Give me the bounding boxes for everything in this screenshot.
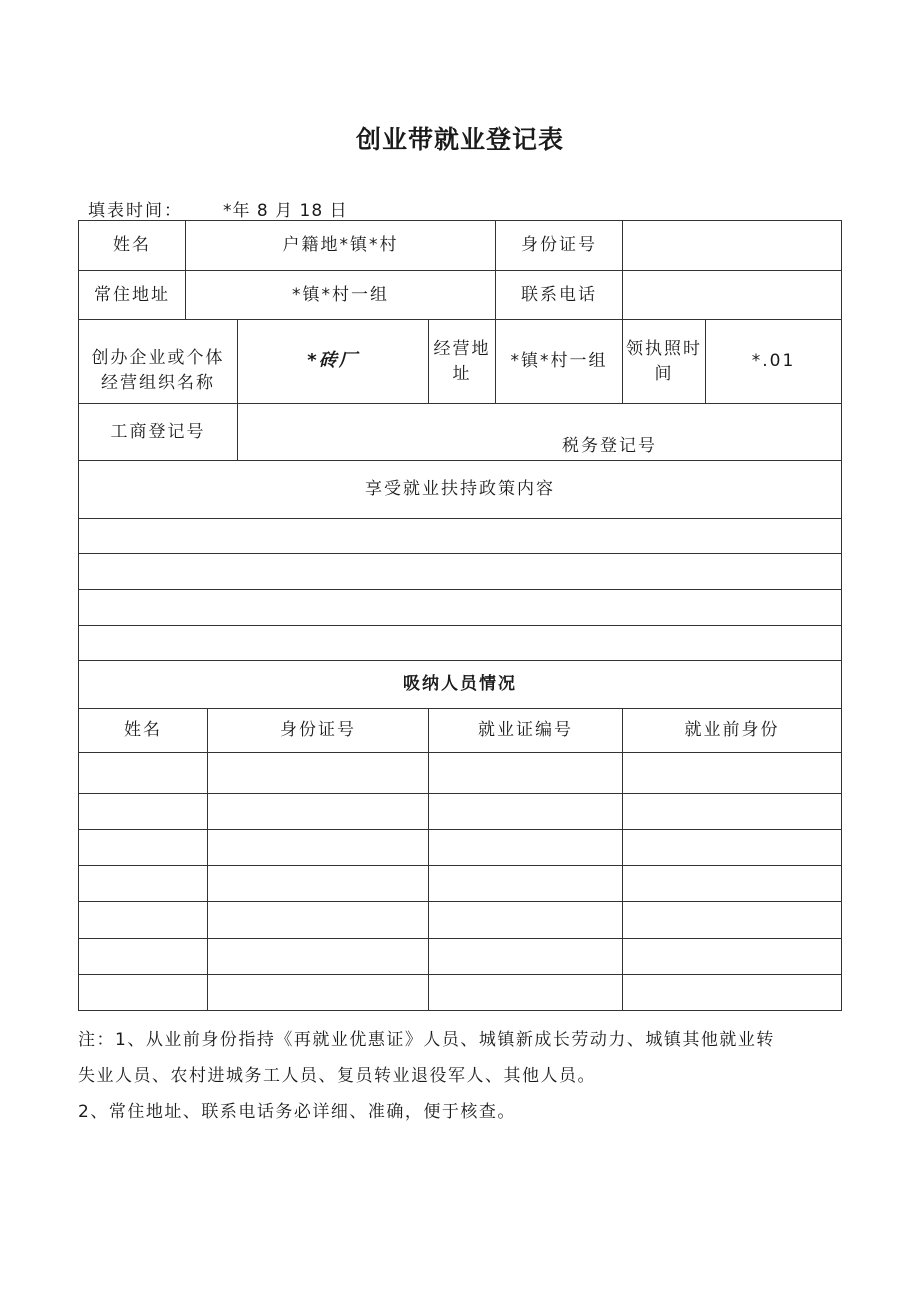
page-title: 创业带就业登记表 [355, 125, 564, 154]
fill-date-label: 填表时间： [88, 201, 183, 221]
address-value[interactable]: *镇*村一组 [186, 271, 496, 320]
table-row [79, 902, 842, 939]
table-row [79, 939, 842, 975]
business-address-value[interactable]: *镇*村一组 [496, 320, 623, 404]
name-cell[interactable] [79, 975, 208, 1011]
business-address-label: 经营地址 [429, 320, 496, 404]
employment-cert-cell[interactable] [429, 794, 623, 830]
license-time-label: 领执照时间 [623, 320, 706, 404]
phone-label: 联系电话 [496, 271, 623, 320]
prior-status-cell[interactable] [623, 975, 842, 1011]
table-row [79, 753, 842, 794]
name-cell[interactable] [79, 902, 208, 939]
prior-status-cell[interactable] [623, 753, 842, 794]
id-number-cell[interactable] [208, 975, 429, 1011]
policy-row[interactable] [79, 519, 842, 554]
table-row [79, 866, 842, 902]
absorbed-personnel-header: 吸纳人员情况 [79, 661, 842, 709]
prior-status-cell[interactable] [623, 866, 842, 902]
prior-status-cell[interactable] [623, 794, 842, 830]
name-cell[interactable] [79, 830, 208, 866]
id-number-cell[interactable] [208, 830, 429, 866]
id-number-value[interactable] [623, 221, 842, 271]
employment-cert-cell[interactable] [429, 902, 623, 939]
policy-row[interactable] [79, 554, 842, 590]
fill-date [88, 196, 348, 221]
note-line-1: 注：1、从业前身份指持《再就业优惠证》人员、城镇新成长劳动力、城镇其他就业转 [78, 1030, 775, 1050]
column-header-employment-cert: 就业证编号 [429, 709, 623, 753]
license-time-value[interactable]: *.01 [706, 320, 842, 404]
employment-cert-cell[interactable] [429, 975, 623, 1011]
policy-row[interactable] [79, 626, 842, 661]
enterprise-name-label: 创办企业或个体经营组织名称 [79, 320, 238, 404]
absorbed-personnel-table [78, 708, 842, 1011]
table-row [79, 975, 842, 1011]
employment-cert-cell[interactable] [429, 939, 623, 975]
name-label: 姓名 [79, 221, 186, 271]
id-number-cell[interactable] [208, 902, 429, 939]
id-number-cell[interactable] [208, 866, 429, 902]
column-header-prior-status: 就业前身份 [623, 709, 842, 753]
name-cell[interactable] [79, 866, 208, 902]
table-row [79, 830, 842, 866]
name-cell[interactable] [79, 939, 208, 975]
column-header-id-number: 身份证号 [208, 709, 429, 753]
policy-header: 享受就业扶持政策内容 [79, 461, 842, 519]
business-registration-label: 工商登记号 [79, 404, 238, 461]
note-line-3: 2、常住地址、联系电话务必详细、准确，便于核查。 [78, 1102, 516, 1122]
id-number-label: 身份证号 [496, 221, 623, 271]
employment-cert-cell[interactable] [429, 830, 623, 866]
id-number-cell[interactable] [208, 794, 429, 830]
prior-status-cell[interactable] [623, 902, 842, 939]
employment-cert-cell[interactable] [429, 866, 623, 902]
policy-row[interactable] [79, 590, 842, 626]
enterprise-name-value[interactable]: *砖厂 [238, 320, 429, 404]
notes [78, 1022, 858, 1130]
prior-status-cell[interactable] [623, 939, 842, 975]
tax-registration-label: 税务登记号 [238, 404, 842, 461]
id-number-cell[interactable] [208, 939, 429, 975]
fill-date-value: *年 8 月 18 日 [223, 201, 348, 221]
employment-cert-cell[interactable] [429, 753, 623, 794]
column-header-name: 姓名 [79, 709, 208, 753]
phone-value[interactable] [623, 271, 842, 320]
name-cell[interactable] [79, 753, 208, 794]
note-line-2: 失业人员、农村进城务工人员、复员转业退役军人、其他人员。 [78, 1066, 596, 1086]
name-cell[interactable] [79, 794, 208, 830]
table-row [79, 794, 842, 830]
id-number-cell[interactable] [208, 753, 429, 794]
registration-table [78, 220, 842, 709]
address-label: 常住地址 [79, 271, 186, 320]
prior-status-cell[interactable] [623, 830, 842, 866]
name-value[interactable]: 户籍地*镇*村 [186, 221, 496, 271]
